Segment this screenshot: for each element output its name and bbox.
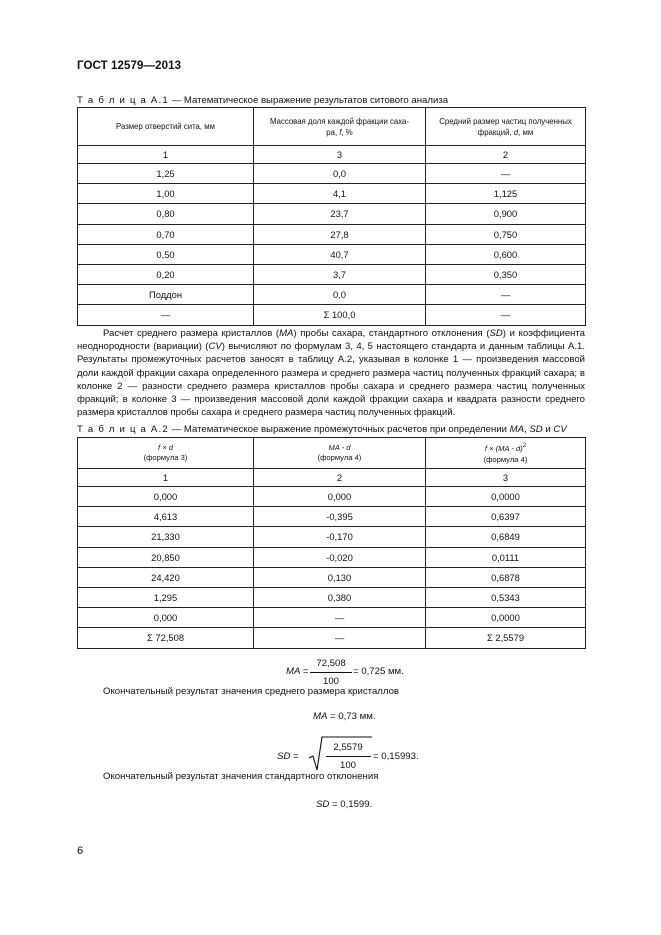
caption-symbol: CV xyxy=(553,424,567,435)
table-a1-caption-prefix: Т а б л и ц а А.1 xyxy=(77,95,169,106)
table-cell: 0,0111 xyxy=(426,547,586,567)
table-cell: 1,00 xyxy=(78,184,254,204)
header-part: фракций, xyxy=(477,127,514,137)
table-cell: 0,70 xyxy=(78,224,254,244)
table-cell: 0,20 xyxy=(78,265,254,285)
table-a2-header-row xyxy=(78,438,586,469)
table-row xyxy=(78,184,586,204)
column-number: 2 xyxy=(426,146,586,164)
column-number: 1 xyxy=(78,469,254,487)
header-expression: MA - d xyxy=(328,442,351,452)
formula-result: = 0,725 мм. xyxy=(353,666,404,677)
table-cell: — xyxy=(254,628,426,648)
table-row xyxy=(78,285,586,305)
paragraph-text: ) пробы сахара, стандартного отклонения ( xyxy=(293,328,490,339)
ma-final-text: Окончательный результат значения среднего размера кристаллов xyxy=(103,686,400,697)
formula-symbol: SD xyxy=(277,751,291,762)
table-row xyxy=(78,507,586,527)
fraction-bar xyxy=(310,672,352,673)
table-cell: Σ 100,0 xyxy=(254,305,426,325)
table-a1-header-col1: Размер отверстий сита, мм xyxy=(78,108,254,146)
table-a2-caption xyxy=(77,424,567,435)
table-row xyxy=(78,608,586,628)
table-a2-header-col3 xyxy=(426,438,586,469)
table-row xyxy=(78,265,586,285)
caption-text: и xyxy=(542,424,554,435)
header-superscript: 2 xyxy=(522,443,527,449)
formula-symbol: SD xyxy=(316,799,330,810)
table-a2-header-col1 xyxy=(78,438,254,469)
paragraph-text: Расчет среднего размера кристаллов ( xyxy=(103,328,280,339)
table-cell: Σ 72,508 xyxy=(78,628,254,648)
page-number: 6 xyxy=(77,845,84,857)
table-cell: 20,850 xyxy=(78,547,254,567)
table-row xyxy=(78,305,586,325)
table-row xyxy=(78,204,586,224)
header-part: Средний размер частиц полученных xyxy=(439,116,572,126)
table-row xyxy=(78,487,586,507)
table-cell: 0,350 xyxy=(426,265,586,285)
paragraph-text: ) вычисляют по формулам 3, 4, 5 настоящего стандарта и данным таблицы А.1. Результаты промежуточных расчетов заносят в таблицу А.2, указывая в колонке 1 — произведения массовой доли каждой фракции сахара определенного размера и среднего размера частиц полученных фракций сахара; в колонке 2 — разности среднего размера кристаллов пробы сахара и среднего размера частиц полученных фракций; в колонке 3 — произведения массовой доли каждой фракции сахара и квадрата разности среднего размера кристаллов пробы сахара и среднего размера частиц полученных фракций. xyxy=(77,341,585,419)
table-cell: 40,7 xyxy=(254,244,426,264)
table-a1-header-col3 xyxy=(426,108,586,146)
table-a1-caption xyxy=(77,95,448,106)
table-cell: 4,1 xyxy=(254,184,426,204)
table-cell: 21,330 xyxy=(78,527,254,547)
paragraph-text: ) и коэффициента неоднородности (вариации) ( xyxy=(77,328,585,353)
fraction-bar xyxy=(326,756,371,757)
table-a1 xyxy=(77,107,586,326)
table-cell: 0,000 xyxy=(78,608,254,628)
table-cell: 4,613 xyxy=(78,507,254,527)
paragraph-symbol: MA xyxy=(279,328,294,339)
table-cell: 1,125 xyxy=(426,184,586,204)
table-cell: 0,0000 xyxy=(426,487,586,507)
table-a1-caption-title: — Математическое выражение результатов ситового анализа xyxy=(168,95,449,106)
column-number: 3 xyxy=(254,146,426,164)
column-number: 1 xyxy=(78,146,254,164)
table-cell: 0,0 xyxy=(254,285,426,305)
formula-operator: = xyxy=(300,666,309,677)
table-cell: -0,020 xyxy=(254,547,426,567)
table-row xyxy=(78,628,586,648)
table-cell: -0,395 xyxy=(254,507,426,527)
table-cell: 0,900 xyxy=(426,204,586,224)
table-cell: — xyxy=(426,305,586,325)
formula-numerator: 2,5579 xyxy=(333,742,363,753)
header-part: , % xyxy=(341,127,353,137)
explanatory-paragraph xyxy=(77,327,585,419)
table-a1-column-numbers xyxy=(78,146,586,164)
table-cell: 0,000 xyxy=(78,487,254,507)
formula-sd-final xyxy=(316,799,372,810)
table-row xyxy=(78,244,586,264)
table-cell: 0,0000 xyxy=(426,608,586,628)
table-a2 xyxy=(77,437,586,649)
table-a1-header-row xyxy=(78,108,586,146)
table-cell: — xyxy=(426,285,586,305)
header-part: f xyxy=(339,127,342,137)
table-a2-column-numbers xyxy=(78,469,586,487)
table-cell: 0,50 xyxy=(78,244,254,264)
paragraph-symbol: CV xyxy=(208,341,222,353)
table-cell: 1,25 xyxy=(78,164,254,184)
table-cell: 0,000 xyxy=(254,487,426,507)
header-part: d xyxy=(513,127,519,137)
formula-result: = 0,15993. xyxy=(373,751,419,762)
caption-text: , xyxy=(524,424,530,435)
formula-operator: = xyxy=(290,751,299,762)
table-cell: 0,80 xyxy=(78,204,254,224)
document-header: ГОСТ 12579—2013 xyxy=(77,60,182,72)
sd-final-text: Окончательный результат значения стандартного отклонения xyxy=(103,771,379,782)
header-expression: f × d xyxy=(158,442,173,452)
formula-symbol: MA xyxy=(313,711,328,722)
formula-denominator: 100 xyxy=(322,676,339,687)
table-cell: 0,130 xyxy=(254,567,426,587)
formula-ma-final xyxy=(313,711,376,722)
column-number: 3 xyxy=(426,469,586,487)
caption-symbol: SD xyxy=(529,424,543,435)
table-cell: 0,380 xyxy=(254,588,426,608)
header-expression: f × (MA - d) xyxy=(484,444,523,453)
table-row xyxy=(78,588,586,608)
paragraph-symbol: SD xyxy=(489,328,503,339)
header-reference: (формула 4) xyxy=(317,453,362,462)
table-cell: 0,0 xyxy=(254,164,426,184)
header-part: ра, xyxy=(326,127,340,137)
table-cell: 0,5343 xyxy=(426,588,586,608)
table-cell: — xyxy=(254,608,426,628)
formula-numerator: 72,508 xyxy=(316,658,346,669)
table-cell: — xyxy=(426,164,586,184)
table-cell: 0,600 xyxy=(426,244,586,264)
formula-denominator: 100 xyxy=(339,760,356,771)
table-row xyxy=(78,527,586,547)
table-cell: — xyxy=(78,305,254,325)
table-cell: 24,420 xyxy=(78,567,254,587)
table-cell: 3,7 xyxy=(254,265,426,285)
table-cell: 1,295 xyxy=(78,588,254,608)
table-cell: 0,6397 xyxy=(426,507,586,527)
table-a2-caption-prefix: Т а б л и ц а А.2 xyxy=(77,424,169,435)
table-cell: -0,170 xyxy=(254,527,426,547)
header-reference: (формула 3) xyxy=(143,453,188,462)
header-part: Массовая доля каждой фракции саха- xyxy=(270,116,409,126)
header-part: , мм xyxy=(518,127,534,137)
formula-symbol: MA xyxy=(286,666,301,677)
table-cell: Поддон xyxy=(78,285,254,305)
table-cell: 0,6878 xyxy=(426,567,586,587)
table-cell: 27,8 xyxy=(254,224,426,244)
column-number: 2 xyxy=(254,469,426,487)
table-cell: Σ 2,5579 xyxy=(426,628,586,648)
table-cell: 0,750 xyxy=(426,224,586,244)
table-row xyxy=(78,224,586,244)
table-a2-header-col2 xyxy=(254,438,426,469)
table-cell: 23,7 xyxy=(254,204,426,224)
table-cell: 0,6849 xyxy=(426,527,586,547)
table-row xyxy=(78,567,586,587)
header-reference: (формула 4) xyxy=(483,454,528,464)
formula-result: = 0,1599. xyxy=(329,799,373,810)
formula-result: = 0,73 мм. xyxy=(327,711,376,722)
table-a2-caption-title: — Математическое выражение промежуточных расчетов при определении xyxy=(168,424,510,435)
table-row xyxy=(78,547,586,567)
caption-symbol: MA xyxy=(509,424,525,435)
table-a1-header-col2 xyxy=(254,108,426,146)
table-row xyxy=(78,164,586,184)
